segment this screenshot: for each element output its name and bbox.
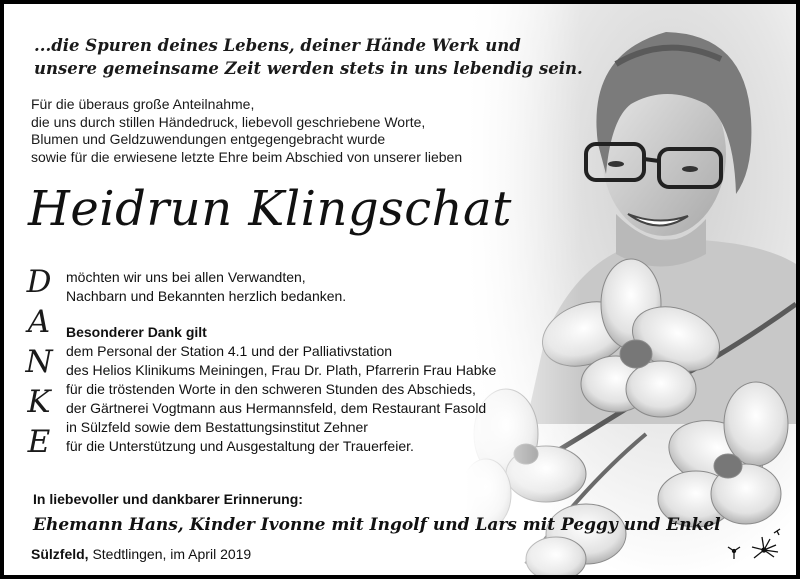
danke-letter: N <box>25 344 53 380</box>
thanks-line: für die tröstenden Worte in den schweren Stunden des Abschieds, <box>66 381 476 397</box>
dandelion-logo-icon <box>724 525 784 565</box>
intro-line: Für die überaus große Anteilnahme, <box>31 96 255 112</box>
deceased-name: Heidrun Klingschat <box>28 181 512 237</box>
general-thanks <box>66 268 346 306</box>
intro-line: sowie für die erwiesene letzte Ehre beim Abschied von unserer lieben <box>31 148 463 165</box>
memorial-quote <box>34 34 583 80</box>
closing-line: In liebevoller und dankbarer Erinnerung: <box>33 491 303 507</box>
place-name: Sülzfeld, <box>31 546 89 562</box>
intro-line: Blumen und Geldzuwendungen entgegengebracht wurde <box>31 131 386 148</box>
danke-letter: E <box>27 424 51 460</box>
danke-letter: A <box>27 304 51 340</box>
thanks-line: möchten wir uns bei allen Verwandten, <box>66 269 306 285</box>
quote-line: ...die Spuren deines Lebens, deiner Hände Werk und <box>34 36 521 55</box>
intro-text <box>31 96 462 166</box>
place-date-rest: Stedtlingen, im April 2019 <box>88 546 252 562</box>
family-names: Ehemann Hans, Kinder Ivonne mit Ingolf und Lars mit Peggy und Enkel <box>33 515 721 535</box>
special-thanks <box>66 323 496 456</box>
thanks-line: des Helios Klinikums Meiningen, Frau Dr. Plath, Pfarrerin Frau Habke <box>66 362 497 378</box>
danke-letter: D <box>26 264 52 300</box>
intro-line: die uns durch stillen Händedruck, liebevoll geschriebene Worte, <box>31 113 426 130</box>
place-date <box>31 546 251 562</box>
thanks-line: in Sülzfeld sowie dem Bestattungsinstitut Zehner <box>66 419 368 435</box>
thanks-line: für die Unterstützung und Ausgestaltung der Trauerfeier. <box>66 438 414 454</box>
special-thanks-heading: Besonderer Dank gilt <box>66 324 207 340</box>
danke-vertical <box>24 262 54 462</box>
thanks-line: der Gärtnerei Vogtmann aus Hermannsfeld, dem Restaurant Fasold <box>66 400 487 416</box>
danke-letter: K <box>27 384 51 420</box>
thanks-line: dem Personal der Station 4.1 und der Palliativstation <box>66 343 393 359</box>
portrait-photo <box>466 4 796 579</box>
quote-line: unsere gemeinsame Zeit werden stets in uns lebendig sein. <box>34 59 583 78</box>
thanks-line: Nachbarn und Bekannten herzlich bedanken. <box>66 288 347 304</box>
